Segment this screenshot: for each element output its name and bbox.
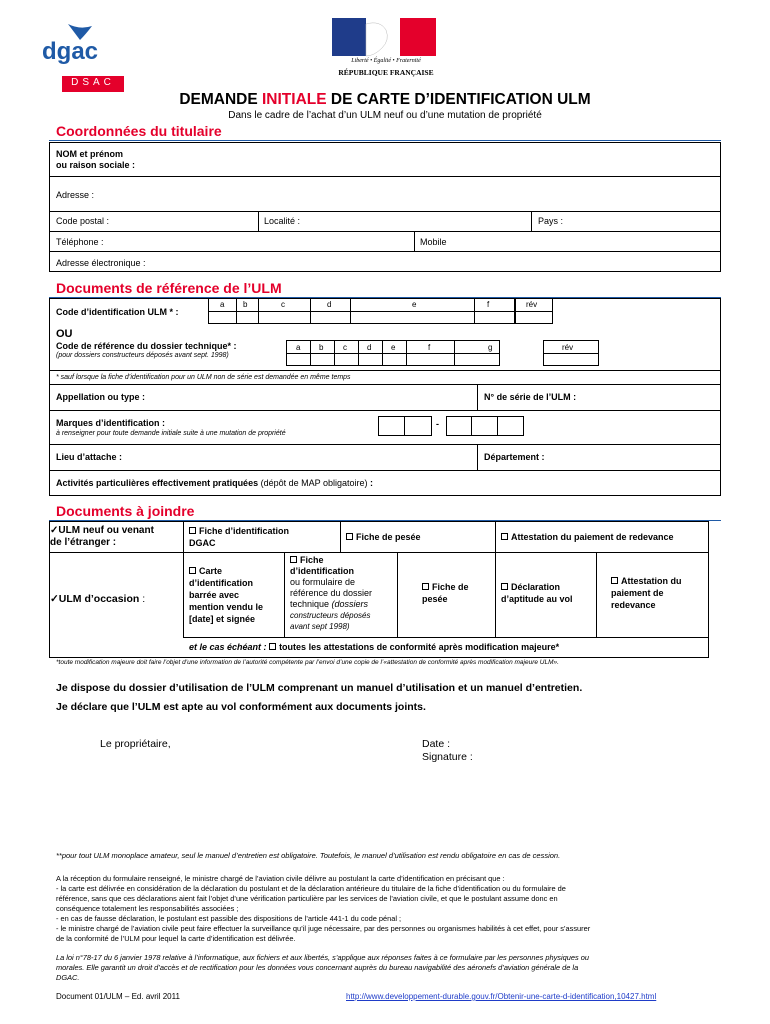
checkbox-fiche-pesee[interactable] <box>346 533 353 540</box>
code-footnote: * sauf lorsque la fiche d’identification pour un ULM non de série est demandée en même temps <box>56 374 351 381</box>
declaration-line-1: Je dispose du dossier d’utilisation de l’ULM comprenant un manuel d’utilisation et un manuel d’entretien. <box>56 682 583 694</box>
page-subtitle: Dans le cadre de l’achat d’un ULM neuf ou d’une mutation de propriété <box>228 110 542 121</box>
dossier-col-rev: rév <box>562 343 574 352</box>
country-label: Pays : <box>538 216 564 226</box>
appellation-label: Appellation ou type : <box>56 392 145 402</box>
postal-label: Code postal : <box>56 216 110 226</box>
checkbox-attestation-redevance[interactable] <box>501 533 508 540</box>
checkbox-r2-attestation[interactable] <box>611 577 618 584</box>
departement-label: Département : <box>484 452 545 462</box>
motto: Liberté • Égalité • Fraternité <box>351 58 421 64</box>
dossier-col-a: a <box>296 343 301 352</box>
email-label: Adresse électronique : <box>56 258 146 268</box>
code-col-d: d <box>327 300 332 309</box>
row2-label: ✓ULM d’occasion : <box>50 593 146 605</box>
owner-label: Le propriétaire, <box>100 738 171 750</box>
dossier-col-d: d <box>367 343 372 352</box>
lieu-label: Lieu d’attache : <box>56 452 123 462</box>
row2-fiche-pesee: Fiche de pesée <box>422 582 469 604</box>
republique-name: RÉPUBLIQUE FRANÇAISE <box>338 68 434 77</box>
dossier-note: (pour dossiers constructeurs déposés avant sept. 1998) <box>56 352 229 359</box>
note-loi: La loi n°78-17 du 6 janvier 1978 relative à l’informatique, aux fichiers et aux libertés, s’applique aux réponses faites à ce formulaire par les personnes physiques ou morales. Elle garantit un droit d’accès et de rectification pour les données vous concernant auprès du bureau navigabilité des aéronefs d’aviation générale de la DGAC. <box>56 953 589 982</box>
coordonnees-box <box>49 142 721 272</box>
code-col-b: b <box>243 300 248 309</box>
dgac-logo <box>40 20 126 94</box>
section-documents-joindre: Documents à joindre <box>56 503 195 519</box>
checkbox-fiche-dgac[interactable] <box>189 527 196 534</box>
footer-doc: Document 01/ULM – Ed. avril 2011 <box>56 992 180 1001</box>
row2-fiche-formulaire: Fiche d’identification ou formulaire de référence du dossier technique (dossiers constructeurs déposés avant sept 1998) <box>290 555 373 631</box>
declaration-line-2: Je déclare que l’ULM est apte au vol conformément aux documents joints. <box>56 701 426 713</box>
page-title: DEMANDE INITIALE DE CARTE D’IDENTIFICATION ULM <box>179 91 591 108</box>
dossier-col-g: g <box>488 343 493 352</box>
name-label: NOM et prénom ou raison sociale : <box>56 149 136 170</box>
footer-link[interactable]: http://www.developpement-durable.gouv.fr/Obtenir-une-carte-d-identification,10427.html <box>346 992 657 1001</box>
joindre-footnote: *toute modification majeure doit faire l’objet d’une information de l’autorité compétente par l’envoi d’une copie de l’«attestation de conformité après modification majeure ULM». <box>56 659 559 666</box>
row2-carte: Carte d’identification barrée avec mention vendu le [date] et signée <box>189 566 264 624</box>
serial-label: N° de série de l’ULM : <box>484 392 577 402</box>
checkbox-fiche-formulaire[interactable] <box>290 556 297 563</box>
date-label: Date : <box>422 738 451 750</box>
ou-label: OU <box>56 328 73 340</box>
marianne-flag-icon <box>330 16 440 60</box>
code-col-a: a <box>220 300 225 309</box>
dossier-col-c: c <box>343 343 347 352</box>
dsac-label: DSAC <box>71 77 115 88</box>
row1-attestation: Attestation du paiement de redevance <box>501 532 674 542</box>
code-col-c: c <box>281 300 285 309</box>
dgac-brand: dgac <box>42 38 99 65</box>
row1-fiche-pesee: Fiche de pesée <box>346 532 421 542</box>
republique-logo <box>330 16 440 86</box>
address-label: Adresse : <box>56 190 95 200</box>
row1-fiche-dgac: Fiche d’identification DGAC <box>189 526 290 548</box>
note-manuel: **pour tout ULM monoplace amateur, seul le manuel d’entretien est obligatoire. Toutefois, le manuel d’utilisation est rendu obligatoire en cas de cession. <box>56 851 561 860</box>
phone-label: Téléphone : <box>56 237 104 247</box>
activites-label: Activités particulières effectivement pratiquées (dépôt de MAP obligatoire) : <box>56 478 373 488</box>
mobile-label: Mobile <box>420 237 447 247</box>
row2-attestation: Attestation du paiement de redevance <box>611 576 682 610</box>
checkbox-carte[interactable] <box>189 567 196 574</box>
dossier-col-f: f <box>428 343 431 352</box>
row1-label: ✓ULM neuf ou venant de l’étranger : <box>50 525 154 548</box>
section-coordonnees: Coordonnées du titulaire <box>56 123 222 139</box>
row2-declaration: Déclaration d’aptitude au vol <box>501 582 573 604</box>
locality-label: Localité : <box>264 216 301 226</box>
row3-conformite: et le cas échéant : toutes les attestations de conformité après modification majeure* <box>189 642 560 652</box>
note-reception: A la réception du formulaire renseigné, le ministre chargé de l’aviation civile délivre au postulant la carte d’identification en précisant que : - la carte est délivrée en considération de la déclaration du postulant et de la déclaration antérieure du titulaire de la fiche d’identification ou du formulaire de référence, sans que ces déclarations aient fait l’objet d’une vérification particulière par les services de l’aviation civile, et que le postulant assume donc en conséquence totalement les responsabilités associées ; - en cas de fausse déclaration, le postulant est passible des dispositions de l’article 441-1 du code pénal ; - le ministre chargé de l’aviation civile peut faire effectuer la surveillance qu’il juge nécessaire, par des personnes ou organismes habilités à cet effet, pour s’assurer de la conformité de l’ULM pour lequel la carte d’identification est délivrée. <box>56 874 591 943</box>
marques-note: à renseigner pour toute demande initiale suite à une mutation de propriété <box>56 430 286 437</box>
checkbox-conformite[interactable] <box>269 643 276 650</box>
checkbox-declaration[interactable] <box>501 583 508 590</box>
code-col-e: e <box>412 300 417 309</box>
dossier-col-b: b <box>319 343 324 352</box>
marques-label: Marques d’identification : <box>56 418 166 428</box>
code-col-rev: rév <box>526 300 538 309</box>
reference-box <box>49 298 721 496</box>
checkbox-r2-fiche-pesee[interactable] <box>422 583 429 590</box>
section-documents-reference: Documents de référence de l’ULM <box>56 280 282 296</box>
dossier-col-e: e <box>391 343 396 352</box>
dossier-label: Code de référence du dossier technique* : <box>56 341 237 351</box>
marques-dash: - <box>436 419 439 429</box>
code-label: Code d’identification ULM * : <box>56 307 179 317</box>
code-col-f: f <box>487 300 490 309</box>
signature-label: Signature : <box>422 751 473 763</box>
